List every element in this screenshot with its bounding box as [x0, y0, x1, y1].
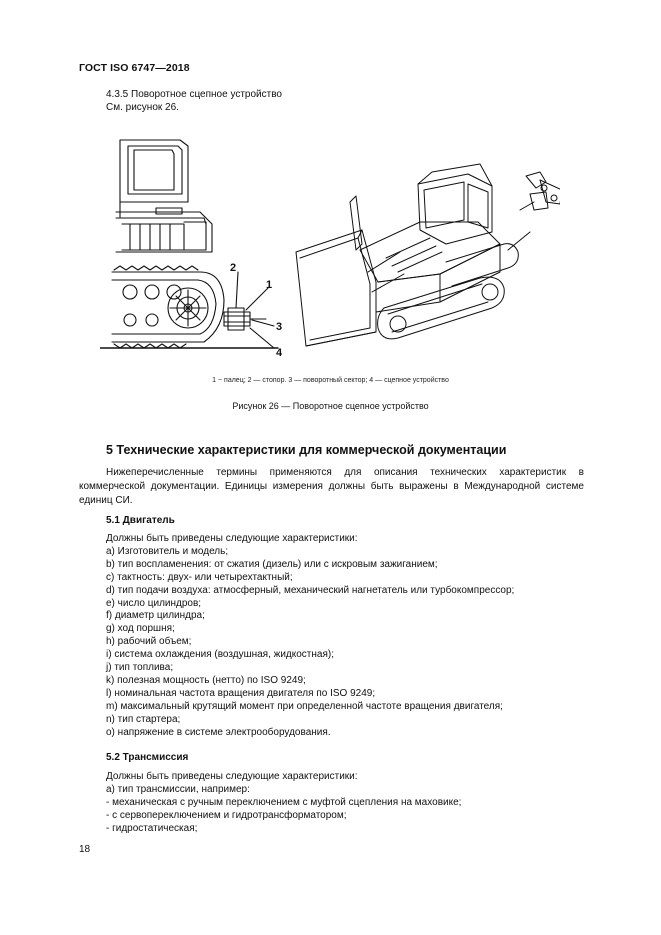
list-item: n) тип стартера; [106, 713, 181, 725]
list-item: k) полезная мощность (нетто) по ISO 9249; [106, 674, 306, 686]
section-5-2-heading: 5.2 Трансмиссия [106, 752, 189, 763]
section-5-intro [79, 466, 584, 507]
section-5-heading: 5 Технические характеристики для коммерческой документации [106, 443, 507, 457]
list-item: а) тип трансмиссии, например: [106, 783, 250, 795]
engine-characteristics-list [106, 533, 514, 740]
list-item: h) рабочий объем; [106, 636, 192, 648]
list-lead: Должны быть приведены следующие характеристики: [106, 771, 358, 782]
list-item: j) тип топлива; [106, 662, 174, 674]
figure-caption: Рисунок 26 — Поворотное сцепное устройство [232, 401, 429, 411]
list-item: b) тип воспламенения: от сжатия (дизель) или с искровым зажиганием; [106, 558, 438, 570]
list-item: - механическая с ручным переключением с муфтой сцепления на маховике; [106, 796, 462, 808]
transmission-characteristics-list [106, 771, 461, 836]
list-item: l) номинальная частота вращения двигателя по ISO 9249; [106, 687, 376, 699]
intro-paragraph: Нижеперечисленные термины применяются для описания технических характеристик в коммерческой документации. Единицы измерения должны быть выражены в Международной системе единиц СИ. [79, 467, 584, 506]
list-item: o) напряжение в системе электрооборудования. [106, 726, 331, 738]
section-title: 4.3.5 Поворотное сцепное устройство [106, 89, 282, 100]
list-item: e) число цилиндров; [106, 597, 202, 609]
list-lead: Должны быть приведены следующие характеристики: [106, 533, 358, 544]
list-item: i) система охлаждения (воздушная, жидкостная); [106, 649, 334, 661]
callout-1: 1 [266, 279, 273, 291]
bulldozer-perspective-view [296, 164, 560, 346]
list-item: - с сервопереключением и гидротрансформатором; [106, 809, 347, 821]
figure-26-drawing [100, 132, 560, 367]
figure-legend: 1 − палец; 2 — стопор. 3 — поворотный сектор; 4 — сцепное устройство [212, 377, 449, 384]
figure-reference: См. рисунок 26. [106, 102, 179, 113]
list-item: f) диаметр цилиндра; [106, 610, 205, 622]
list-item: - гидростатическая; [106, 822, 198, 834]
list-item: g) ход поршня; [106, 623, 175, 635]
section-5-1-heading: 5.1 Двигатель [106, 515, 175, 526]
callout-4: 4 [276, 347, 283, 359]
section-4-3-5 [106, 88, 282, 114]
list-item: m) максимальный крутящий момент при определенной частоте вращения двигателя; [106, 700, 503, 712]
page-number: 18 [79, 844, 91, 855]
document-header: ГОСТ ISO 6747—2018 [79, 62, 190, 74]
callout-2: 2 [230, 262, 237, 274]
list-item: c) тактность: двух- или четырехтактный; [106, 571, 293, 583]
tractor-side-view [100, 140, 278, 348]
callout-3: 3 [276, 321, 283, 333]
list-item: a) Изготовитель и модель; [106, 545, 229, 557]
list-item: d) тип подачи воздуха: атмосферный, механический нагнетатель или турбокомпрессор; [106, 584, 515, 596]
